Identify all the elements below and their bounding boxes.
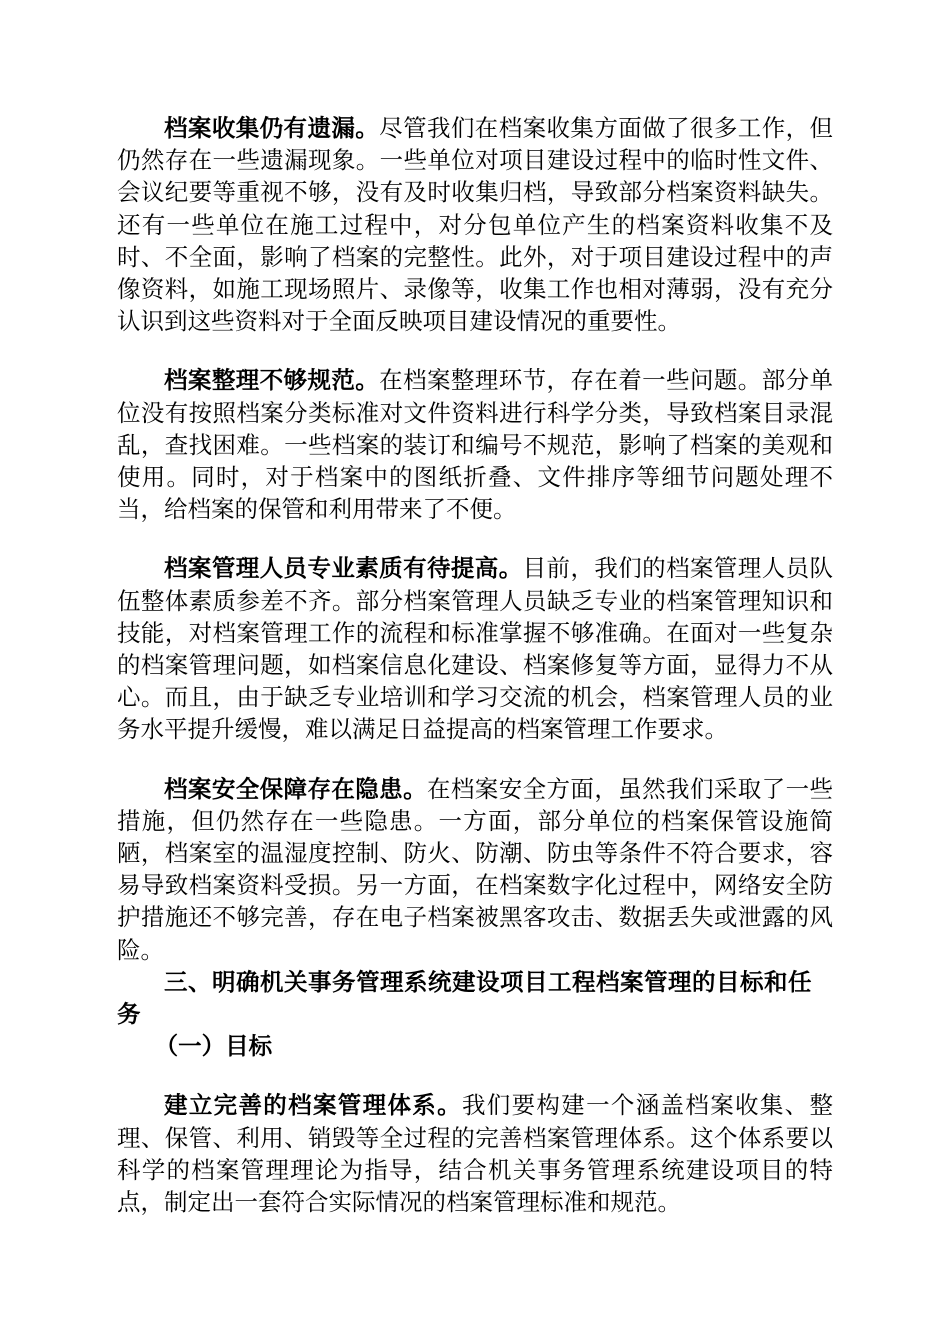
- paragraph-archive-organization: [117, 364, 833, 525]
- paragraph-archive-collection: [117, 112, 833, 337]
- paragraph-lead: 档案收集仍有遗漏。: [164, 114, 380, 142]
- paragraph-body: 目前，我们的档案管理人员队伍整体素质参差不齐。部分档案管理人员缺乏专业的档案管理知识和技能，对档案管理工作的流程和标准掌握不够准确。在面对一些复杂的档案管理问题，如档案信息化建设、档案修复等方面，显得力不从心。而且，由于缺乏专业培训和学习交流的机会，档案管理人员的业务水平提升缓慢，难以满足日益提高的档案管理工作要求。: [117, 554, 834, 744]
- paragraph-body: 在档案整理环节，存在着一些问题。部分单位没有按照档案分类标准对文件资料进行科学分类，导致档案目录混乱，查找困难。一些档案的装订和编号不规范，影响了档案的美观和使用。同时，对于档案中的图纸折叠、文件排序等细节问题处理不当，给档案的保管和利用带来了不便。: [117, 366, 834, 524]
- subsection-heading: （一）目标: [154, 1032, 273, 1061]
- paragraph-lead: 档案管理人员专业素质有待提高。: [164, 554, 523, 583]
- paragraph-body: 在档案安全方面，虽然我们采取了一些措施，但仍然存在一些隐患。一方面，部分单位的档案保管设施简陋，档案室的温湿度控制、防火、防潮、防虫等条件不符合要求，容易导致档案资料受损。另一方面，在档案数字化过程中，网络安全防护措施还不够完善，存在电子档案被黑客攻击、数据丢失或泄露的风险。: [117, 774, 834, 964]
- document-page: [117, 112, 833, 1218]
- paragraph-management-system: [117, 1089, 833, 1218]
- paragraph-body: 尽管我们在档案收集方面做了很多工作，但仍然存在一些遗漏现象。一些单位对项目建设过程中的临时性文件、会议纪要等重视不够，没有及时收集归档，导致部分档案资料缺失。还有一些单位在施工过程中，对分包单位产生的档案资料收集不及时、不全面，影响了档案的完整性。此外，对于项目建设过程中的声像资料，如施工现场照片、录像等，收集工作也相对薄弱，没有充分认识到这些资料对于全面反映项目建设情况的重要性。: [117, 114, 834, 336]
- paragraph-lead: 建立完善的档案管理体系。: [164, 1091, 462, 1120]
- section-heading: 三、明确机关事务管理系统建设项目工程档案管理的目标和任务: [117, 967, 812, 1029]
- paragraph-staff-quality: [117, 552, 833, 745]
- paragraph-lead: 档案整理不够规范。: [164, 366, 380, 395]
- paragraph-lead: 档案安全保障存在隐患。: [164, 774, 427, 803]
- paragraph-body: 我们要构建一个涵盖档案收集、整理、保管、利用、销毁等全过程的完善档案管理体系。这个体系要以科学的档案管理理论为指导，结合机关事务管理系统建设项目的特点，制定出一套符合实际情况的档案管理标准和规范。: [117, 1091, 834, 1217]
- paragraph-archive-security: [117, 773, 833, 966]
